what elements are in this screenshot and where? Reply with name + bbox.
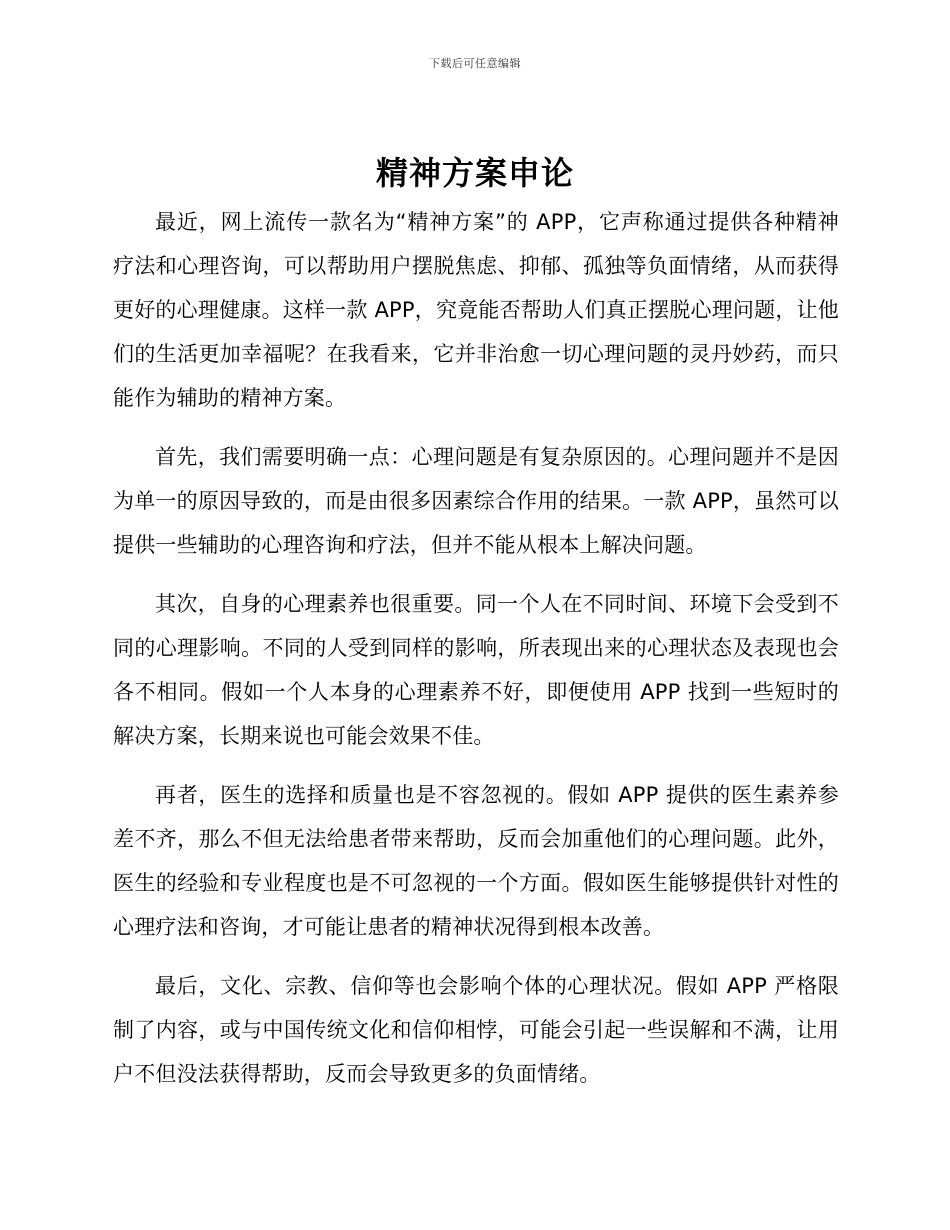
paragraph-2: 首先，我们需要明确一点：心理问题是有复杂原因的。心理问题并不是因为单一的原因导致的，而是由很多因素综合作用的结果。一款 APP，虽然可以提供一些辅助的心理咨询和疗法，但并不能从根本上解决问题。 [113,445,839,557]
paragraph-3: 其次，自身的心理素养也很重要。同一个人在不同时间、环境下会受到不同的心理影响。不同的人受到同样的影响，所表现出来的心理状态及表现也会各不相同。假如一个人本身的心理素养不好，即便使用 APP 找到一些短时的解决方案，长期来说也可能会效果不佳。 [113,592,839,748]
document-body [113,200,839,1111]
paragraph-1: 最近，网上流传一款名为“精神方案”的 APP，它声称通过提供各种精神疗法和心理咨询，可以帮助用户摆脱焦虑、抑郁、孤独等负面情绪，从而获得更好的心理健康。这样一款 APP，究竟能否帮助人们真正摆脱心理问题，让他们的生活更加幸福呢？在我看来，它并非治愈一切心理问题的灵丹妙药，而只能作为辅助的精神方案。 [113,210,839,410]
paragraph-4: 再者，医生的选择和质量也是不容忽视的。假如 APP 提供的医生素养参差不齐，那么不但无法给患者带来帮助，反而会加重他们的心理问题。此外，医生的经验和专业程度也是不可忽视的一个方面。假如医生能够提供针对性的心理疗法和咨询，才可能让患者的精神状况得到根本改善。 [113,783,839,939]
document-title: 精神方案申论 [375,154,574,192]
paragraph-5: 最后，文化、宗教、信仰等也会影响个体的心理状况。假如 APP 严格限制了内容，或与中国传统文化和信仰相悖，可能会引起一些误解和不满，让用户不但没法获得帮助，反而会导致更多的负面情绪。 [113,974,839,1086]
header-note: 下载后可任意编辑 [429,57,521,70]
